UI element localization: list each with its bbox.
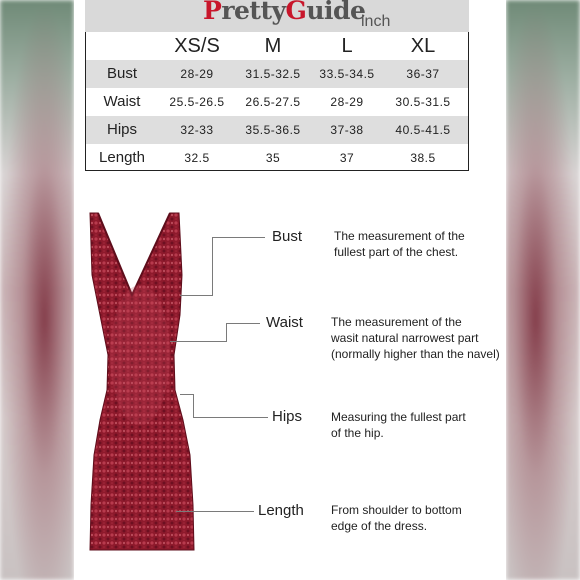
column-header-xs-s: XS/S bbox=[174, 35, 220, 57]
waist-leader-line bbox=[226, 323, 260, 324]
hips-leader-line bbox=[180, 394, 194, 395]
table-row bbox=[86, 88, 468, 116]
table-cell: 30.5-31.5 bbox=[395, 95, 451, 109]
table-cell: 35.5-36.5 bbox=[245, 123, 301, 137]
size-table bbox=[85, 32, 469, 171]
bust-leader-line bbox=[212, 237, 213, 295]
table-cell: 38.5 bbox=[410, 151, 436, 165]
background-photo-right bbox=[506, 0, 580, 580]
hips-leader-line bbox=[193, 417, 268, 418]
bust-leader-line bbox=[180, 295, 213, 296]
column-header-l: L bbox=[341, 35, 353, 57]
table-cell: 28-29 bbox=[330, 95, 364, 109]
waist-leader-line bbox=[170, 341, 227, 342]
table-cell: 33.5-34.5 bbox=[319, 67, 375, 81]
column-header-xl: XL bbox=[410, 35, 436, 57]
table-header-row bbox=[86, 32, 468, 60]
row-label-length: Length bbox=[99, 149, 145, 166]
waist-leader-line bbox=[226, 323, 227, 341]
measure-label-hips: Hips bbox=[272, 408, 303, 425]
table-cell: 40.5-41.5 bbox=[395, 123, 451, 137]
brand-logo: PrettyGuide bbox=[203, 0, 366, 25]
table-cell: 25.5-26.5 bbox=[169, 95, 225, 109]
row-label-bust: Bust bbox=[106, 65, 137, 82]
row-label-waist: Waist bbox=[103, 93, 141, 110]
measure-desc-bust: The measurement of the fullest part of the chest. bbox=[334, 229, 465, 259]
table-row bbox=[86, 144, 468, 172]
background-photo-left bbox=[0, 0, 74, 580]
table-cell: 36-37 bbox=[406, 67, 440, 81]
table-cell: 35 bbox=[265, 151, 281, 165]
measure-label-bust: Bust bbox=[272, 228, 303, 245]
table-row bbox=[86, 116, 468, 144]
measure-desc-waist: The measurement of the wasit natural narrowest part (normally higher than the navel) bbox=[331, 315, 500, 361]
column-header-m: M bbox=[264, 35, 282, 57]
table-row bbox=[86, 60, 468, 88]
hips-leader-line bbox=[193, 394, 194, 417]
table-cell: 26.5-27.5 bbox=[245, 95, 301, 109]
table-cell: 37 bbox=[339, 151, 355, 165]
table-cell: 31.5-32.5 bbox=[245, 67, 301, 81]
table-cell: 32.5 bbox=[184, 151, 210, 165]
unit-label: inch bbox=[361, 13, 391, 30]
table-cell: 32-33 bbox=[180, 123, 214, 137]
measure-label-waist: Waist bbox=[266, 314, 303, 331]
sequin-dress-image bbox=[70, 205, 220, 580]
table-cell: 37-38 bbox=[330, 123, 364, 137]
length-leader-line bbox=[176, 511, 254, 512]
measure-label-length: Length bbox=[258, 502, 304, 519]
row-label-hips: Hips bbox=[106, 121, 137, 138]
bust-leader-line bbox=[212, 237, 265, 238]
measure-desc-length: From shoulder to bottom edge of the dress. bbox=[331, 503, 462, 533]
measure-desc-hips: Measuring the fullest part of the hip. bbox=[331, 410, 466, 440]
table-cell: 28-29 bbox=[180, 67, 214, 81]
